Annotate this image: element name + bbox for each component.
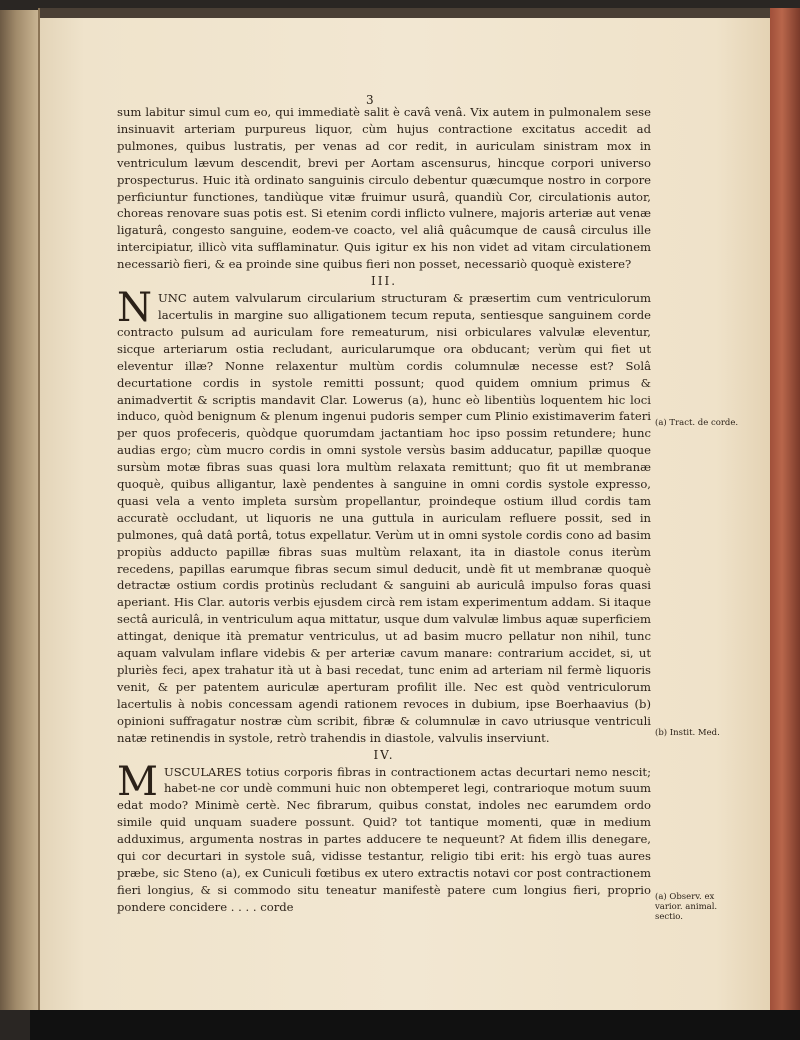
section-heading-iv: IV. xyxy=(373,747,395,762)
paragraph-2-text: UNC autem valvularum circularium structuram & præsertim cum ventriculorum lacertulis in margine suo alligationem tecum reputa, sentiesque sanguinem corde contracto pulsum ad auriculam fore remeaturum, nisi orbiculares valvulæ eleventur, sicque arteriarum ostia recludant, auricularumque ora obducant; verùm qui fiet ut eleventur illæ? Nonne relaxentur multùm cordis columnulæ necesse est? Solâ decurtatione cordis in systole remitti possunt; quod quidem omnium primus & animadvertit & scriptis mandavit Clar. Lowerus (a), hunc eò libentiùs loquentem hic loci induco, quòd benignum & plenum ingenui pudoris semper cum Plinio existimaverim fateri per quos profeceris, quòdque quorumdam jactantiam hoc ipso possim retundere; hunc audias ergo; cùm mucro cordis in omni systole versùs basim adducatur, papillæ quoque sursùm motæ fibras suas quasi lora multùm relaxata remittunt; quo fit ut membranæ quoquè, quibus alligantur, laxè pendentes à sanguine in omni cordis systole expresso, quasi vela a vento impleta sursùm propellantur, proindeque ostium illud cordis tam accuratè occludant, ut liquoris ne una guttula in auriculam refluere possit, sed in pulmones, quâ datâ portâ, totus expellatur. Verùm ut in omni systole cordis cono ad basim propiùs adducto papillæ fibras suas multùm relaxant, ita in diastole conus iterùm recedens, papillas earumque fibras secum simul deducit, undè fit ut membranæ quoquè detractæ ostium cordis protinùs recludant & sanguini ab auriculâ impulso foras quasi aperiant. His Clar. autoris verbis ejusdem circà rem istam experimentum addam. Si itaque sectâ auriculâ, in ventriculum aqua mittatur, usque dum valvulæ limbus aquæ superficiem attingat, denique ità prematur ventriculus, ut ad basim mucro pellatur non nihil, tunc aquam valvulam inflare videbis & per arteriæ cavum manare: contrarium accidet, si, ut pluriès feci, apex trahatur ità ut à basi recedat, tunc enim ad arteriam nil fermè liquoris venit, & per patentem auriculæ aperturam profilit ille. Nec est quòd ventriculorum lacertulis à nobis concessam agendi rationem revoces in dubium, ipse Boerhaavius (b) opinioni suffragatur nostræ cùm scribit, fibræ & columnulæ in cavo utriusque ventriculi natæ retinendis in systole, retrò trahendis in diastole, valvulis inserviunt. xyxy=(117,291,651,745)
paragraph-3-text: USCULARES totius corporis fibras in contractionem actas decurtari nemo nescit; habet-ne cor undè communi huic non obtemperet legi, contrarioque motum suum edat modo? Minimè certè. Nec fibrarum, quibus constat, indoles nec earumdem ordo simile quid unquam suadere possunt. Quid? tot tantique momenti, quæ in medium adduximus, argumenta nostras in partes adducere te nequeunt? At fidem illis denegare, qui cor decurtari in systole suâ, vidisse testantur, religio tibi erit: his ergò tuas aures præbe, sic Steno (a), ex Cuniculi fœtibus ex utero extractis notavi cor post contractionem fieri longius, & si commodo situ teneatur manifestè patere cum longius fieri, proprio pondere concidere . . . . corde xyxy=(117,764,651,914)
section-heading-iii: III. xyxy=(370,274,398,289)
paragraph-1: sum labitur simul cum eo, qui immediatè salit è cavâ venâ. Vix autem in pulmonalem sese insinuavit arteriam purpureus liquor, cùm hujus contractione excitatus accedit ad pulmones, quibus lustratis, per venas ad cor redit, in auriculam sinistram mox in ventriculum lævum descendit, brevi per Aortam ascensurus, hincque corpori universo prospecturus. Huic ità ordinato sanguinis circulo debentur quæcumque nostro in corpore perficiuntur functiones, tandiùque vitæ fruimur usurâ, quandiù Cor, circulationis autor, choreas renovare suas potis est. Si etenim cordi inflicto vulnere, majoris arteriæ aut venæ ligaturâ, congesto sanguine, eodem-ve coacto, vel aliâ quâcumque de causâ circulus ille intercipiatur, illicò vita sufflaminatur. Quis igitur ex his non videt ad vitam circulationem necessariò fieri, & ea proinde sine quibus fieri non posset, necessariò quoquè existere? xyxy=(117,105,651,272)
page-number: 3 xyxy=(366,93,374,107)
paragraph-3 xyxy=(117,758,651,916)
page-top-shadow xyxy=(40,8,775,18)
margin-note-instit-med: (b) Instit. Med. xyxy=(655,728,720,738)
dropcap-n: N xyxy=(117,285,152,332)
previous-page-edge xyxy=(0,10,40,1010)
margin-note-observ: (a) Observ. ex varior. animal. sectio. xyxy=(655,892,718,922)
paragraph-2 xyxy=(117,285,651,746)
bottom-shadow xyxy=(30,1010,800,1040)
margin-note-tract-de-corde: (a) Tract. de corde. xyxy=(655,418,739,428)
main-text xyxy=(117,104,651,916)
book-edge-red xyxy=(770,8,800,1013)
dropcap-m: M xyxy=(117,758,158,805)
